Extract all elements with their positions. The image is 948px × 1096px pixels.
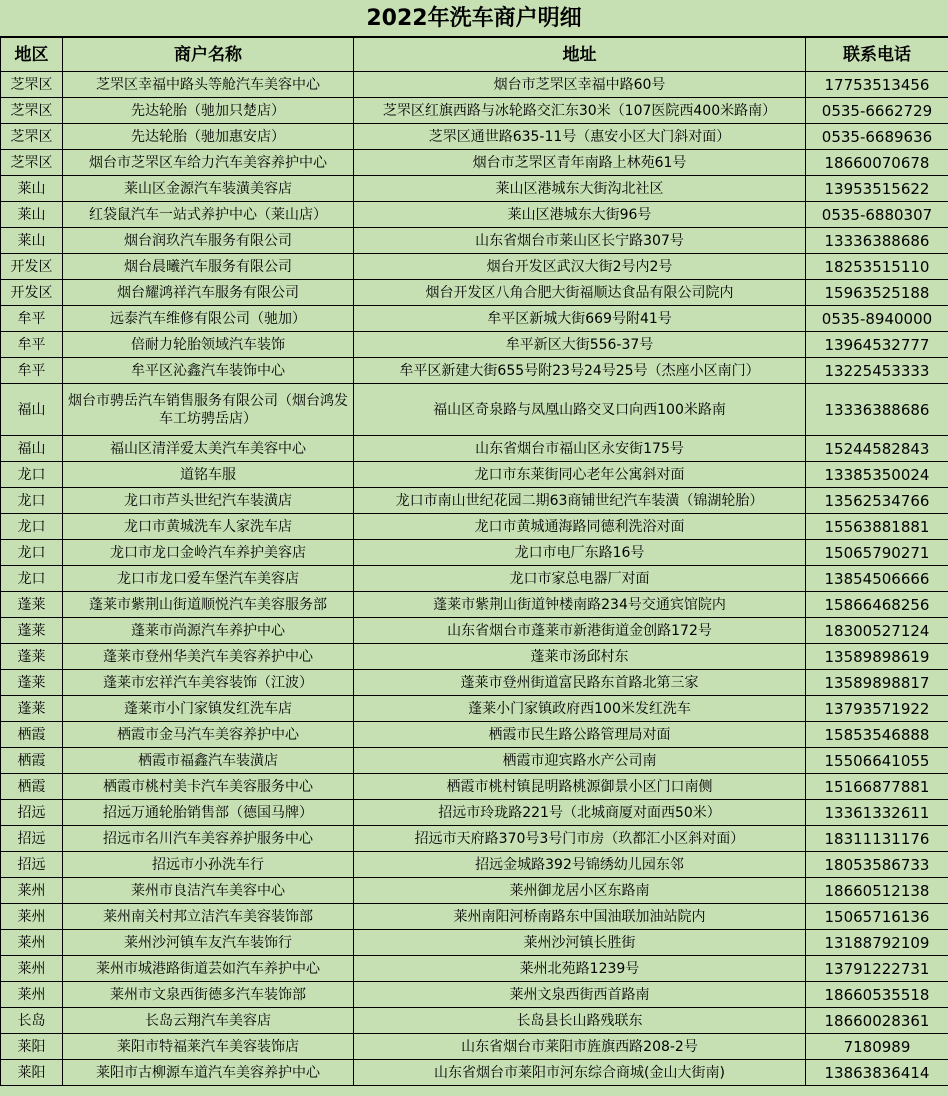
cell-region: 蓬莱 [1, 670, 63, 696]
cell-address: 蓬莱市登州街道富民路东首路北第三家 [354, 670, 806, 696]
cell-merchant-name: 招远市名川汽车美容养护服务中心 [63, 826, 354, 852]
cell-address: 芝罘区红旗西路与冰轮路交汇东30米（107医院西400米路南） [354, 98, 806, 124]
table-row [1, 774, 948, 800]
cell-merchant-name: 烟台耀鸿祥汽车服务有限公司 [63, 280, 354, 306]
cell-region: 龙口 [1, 566, 63, 592]
cell-phone: 0535-6689636 [806, 124, 948, 150]
cell-address: 龙口市南山世纪花园二期63商铺世纪汽车装潢（锦湖轮胎） [354, 488, 806, 514]
table-row [1, 748, 948, 774]
cell-region: 龙口 [1, 540, 63, 566]
cell-merchant-name: 莱州沙河镇车友汽车装饰行 [63, 930, 354, 956]
cell-phone: 13854506666 [806, 566, 948, 592]
cell-phone: 13361332611 [806, 800, 948, 826]
table-row [1, 436, 948, 462]
cell-address: 山东省烟台市莱阳市旌旗西路208-2号 [354, 1034, 806, 1060]
cell-region: 芝罘区 [1, 150, 63, 176]
cell-address: 莱山区港城东大街沟北社区 [354, 176, 806, 202]
table-row [1, 1008, 948, 1034]
table-row [1, 696, 948, 722]
cell-region: 开发区 [1, 280, 63, 306]
cell-phone: 13336388686 [806, 384, 948, 436]
cell-phone: 0535-6662729 [806, 98, 948, 124]
cell-region: 招远 [1, 800, 63, 826]
cell-phone: 15866468256 [806, 592, 948, 618]
cell-merchant-name: 先达轮胎（驰加惠安店） [63, 124, 354, 150]
table-row [1, 384, 948, 436]
cell-merchant-name: 栖霞市桃村美卡汽车美容服务中心 [63, 774, 354, 800]
table-row [1, 124, 948, 150]
cell-address: 栖霞市民生路公路管理局对面 [354, 722, 806, 748]
cell-region: 牟平 [1, 306, 63, 332]
cell-phone: 15506641055 [806, 748, 948, 774]
table-row [1, 904, 948, 930]
table-row [1, 462, 948, 488]
table-row [1, 826, 948, 852]
table-row [1, 930, 948, 956]
table-row [1, 956, 948, 982]
cell-address: 长岛县长山路残联东 [354, 1008, 806, 1034]
cell-region: 龙口 [1, 488, 63, 514]
cell-region: 开发区 [1, 254, 63, 280]
cell-region: 莱州 [1, 956, 63, 982]
cell-merchant-name: 先达轮胎（驰加只楚店） [63, 98, 354, 124]
cell-region: 栖霞 [1, 722, 63, 748]
cell-merchant-name: 莱阳市古柳源车道汽车美容养护中心 [63, 1060, 354, 1086]
cell-address: 莱州北苑路1239号 [354, 956, 806, 982]
table-row [1, 540, 948, 566]
cell-address: 招远市天府路370号3号门市房（玖都汇小区斜对面） [354, 826, 806, 852]
cell-address: 栖霞市桃村镇昆明路桃源御景小区门口南侧 [354, 774, 806, 800]
cell-address: 龙口市东莱街同心老年公寓斜对面 [354, 462, 806, 488]
cell-address: 烟台开发区武汉大街2号内2号 [354, 254, 806, 280]
cell-phone: 15244582843 [806, 436, 948, 462]
cell-address: 莱州南阳河桥南路东中国油联加油站院内 [354, 904, 806, 930]
cell-merchant-name: 栖霞市福鑫汽车装潢店 [63, 748, 354, 774]
cell-address: 烟台市芝罘区幸福中路60号 [354, 72, 806, 98]
cell-address: 莱州文泉西街西首路南 [354, 982, 806, 1008]
cell-merchant-name: 龙口市龙口金岭汽车养护美容店 [63, 540, 354, 566]
cell-merchant-name: 栖霞市金马汽车美容养护中心 [63, 722, 354, 748]
cell-merchant-name: 莱山区金源汽车装潢美容店 [63, 176, 354, 202]
table-row [1, 722, 948, 748]
cell-phone: 15166877881 [806, 774, 948, 800]
cell-merchant-name: 莱州市良洁汽车美容中心 [63, 878, 354, 904]
header-merchant-name: 商户名称 [63, 38, 354, 72]
cell-merchant-name: 红袋鼠汽车一站式养护中心（莱山店） [63, 202, 354, 228]
cell-region: 芝罘区 [1, 124, 63, 150]
cell-region: 蓬莱 [1, 644, 63, 670]
cell-address: 蓬莱小门家镇政府西100米发红洗车 [354, 696, 806, 722]
cell-merchant-name: 道铭车服 [63, 462, 354, 488]
cell-phone: 15065790271 [806, 540, 948, 566]
cell-region: 芝罘区 [1, 98, 63, 124]
cell-phone: 13336388686 [806, 228, 948, 254]
cell-merchant-name: 长岛云翔汽车美容店 [63, 1008, 354, 1034]
cell-merchant-name: 芝罘区幸福中路头等舱汽车美容中心 [63, 72, 354, 98]
cell-merchant-name: 牟平区沁鑫汽车装饰中心 [63, 358, 354, 384]
cell-merchant-name: 龙口市芦头世纪汽车装潢店 [63, 488, 354, 514]
cell-region: 栖霞 [1, 748, 63, 774]
cell-region: 蓬莱 [1, 618, 63, 644]
header-address: 地址 [354, 38, 806, 72]
cell-merchant-name: 烟台市骋岳汽车销售服务有限公司（烟台鸿发车工坊骋岳店） [63, 384, 354, 436]
cell-phone: 0535-6880307 [806, 202, 948, 228]
table-row [1, 1034, 948, 1060]
table-row [1, 514, 948, 540]
cell-merchant-name: 蓬莱市紫荆山街道顺悦汽车美容服务部 [63, 592, 354, 618]
cell-address: 莱州沙河镇长胜街 [354, 930, 806, 956]
cell-phone: 18660028361 [806, 1008, 948, 1034]
cell-region: 莱州 [1, 982, 63, 1008]
cell-phone: 18660070678 [806, 150, 948, 176]
cell-address: 招远金城路392号锦绣幼儿园东邻 [354, 852, 806, 878]
cell-phone: 0535-8940000 [806, 306, 948, 332]
cell-merchant-name: 蓬莱市小门家镇发红洗车店 [63, 696, 354, 722]
cell-region: 栖霞 [1, 774, 63, 800]
cell-address: 芝罘区通世路635-11号（惠安小区大门斜对面） [354, 124, 806, 150]
cell-phone: 18053586733 [806, 852, 948, 878]
table-body [1, 72, 948, 1086]
cell-merchant-name: 烟台润玖汽车服务有限公司 [63, 228, 354, 254]
cell-region: 龙口 [1, 514, 63, 540]
cell-merchant-name: 烟台晨曦汽车服务有限公司 [63, 254, 354, 280]
cell-merchant-name: 蓬莱市登州华美汽车美容养护中心 [63, 644, 354, 670]
cell-address: 烟台开发区八角合肥大街福顺达食品有限公司院内 [354, 280, 806, 306]
table-row [1, 592, 948, 618]
merchant-table [0, 37, 948, 1086]
cell-region: 牟平 [1, 332, 63, 358]
cell-phone: 13385350024 [806, 462, 948, 488]
cell-region: 莱阳 [1, 1060, 63, 1086]
table-row [1, 228, 948, 254]
cell-phone: 13225453333 [806, 358, 948, 384]
cell-merchant-name: 莱州南关村邦立洁汽车美容装饰部 [63, 904, 354, 930]
cell-region: 招远 [1, 826, 63, 852]
table-row [1, 150, 948, 176]
table-row [1, 800, 948, 826]
table-row [1, 72, 948, 98]
cell-phone: 13964532777 [806, 332, 948, 358]
table-row [1, 176, 948, 202]
cell-region: 莱阳 [1, 1034, 63, 1060]
cell-address: 莱山区港城东大街96号 [354, 202, 806, 228]
cell-merchant-name: 莱州市城港路街道芸如汽车养护中心 [63, 956, 354, 982]
cell-region: 芝罘区 [1, 72, 63, 98]
cell-merchant-name: 蓬莱市宏祥汽车美容装饰（江波） [63, 670, 354, 696]
table-row [1, 98, 948, 124]
cell-address: 龙口市黄城通海路同德利洗浴对面 [354, 514, 806, 540]
table-row [1, 254, 948, 280]
cell-phone: 13188792109 [806, 930, 948, 956]
cell-address: 山东省烟台市福山区永安街175号 [354, 436, 806, 462]
cell-region: 莱州 [1, 878, 63, 904]
table-row [1, 878, 948, 904]
table-row [1, 332, 948, 358]
cell-region: 莱山 [1, 228, 63, 254]
table-row [1, 306, 948, 332]
cell-region: 福山 [1, 384, 63, 436]
cell-region: 长岛 [1, 1008, 63, 1034]
cell-phone: 13589898619 [806, 644, 948, 670]
cell-phone: 13791222731 [806, 956, 948, 982]
cell-merchant-name: 蓬莱市尚源汽车养护中心 [63, 618, 354, 644]
cell-phone: 17753513456 [806, 72, 948, 98]
table-row [1, 1060, 948, 1086]
cell-phone: 13953515622 [806, 176, 948, 202]
cell-region: 龙口 [1, 462, 63, 488]
cell-phone: 18311131176 [806, 826, 948, 852]
cell-address: 栖霞市迎宾路水产公司南 [354, 748, 806, 774]
table-row [1, 488, 948, 514]
cell-merchant-name: 招远万通轮胎销售部（德国马牌） [63, 800, 354, 826]
cell-phone: 13562534766 [806, 488, 948, 514]
cell-phone: 13589898817 [806, 670, 948, 696]
table-row [1, 566, 948, 592]
cell-address: 龙口市电厂东路16号 [354, 540, 806, 566]
cell-region: 莱州 [1, 904, 63, 930]
cell-region: 招远 [1, 852, 63, 878]
cell-phone: 18660512138 [806, 878, 948, 904]
cell-address: 牟平区新城大街669号附41号 [354, 306, 806, 332]
cell-region: 牟平 [1, 358, 63, 384]
cell-region: 蓬莱 [1, 592, 63, 618]
cell-phone: 15563881881 [806, 514, 948, 540]
header-row [1, 38, 948, 72]
cell-address: 龙口市家总电器厂对面 [354, 566, 806, 592]
cell-address: 福山区奇泉路与凤凰山路交叉口向西100米路南 [354, 384, 806, 436]
header-region: 地区 [1, 38, 63, 72]
cell-address: 山东省烟台市莱山区长宁路307号 [354, 228, 806, 254]
cell-region: 莱山 [1, 202, 63, 228]
cell-address: 牟平新区大街556-37号 [354, 332, 806, 358]
cell-address: 招远市玲珑路221号（北城商厦对面西50米） [354, 800, 806, 826]
cell-merchant-name: 龙口市龙口爱车堡汽车美容店 [63, 566, 354, 592]
cell-address: 蓬莱市汤邱村东 [354, 644, 806, 670]
cell-merchant-name: 龙口市黄城洗车人家洗车店 [63, 514, 354, 540]
table-row [1, 618, 948, 644]
cell-phone: 13793571922 [806, 696, 948, 722]
cell-phone: 18253515110 [806, 254, 948, 280]
cell-region: 福山 [1, 436, 63, 462]
table-row [1, 982, 948, 1008]
cell-phone: 15853546888 [806, 722, 948, 748]
cell-merchant-name: 莱阳市特福莱汽车美容装饰店 [63, 1034, 354, 1060]
cell-address: 蓬莱市紫荆山街道钟楼南路234号交通宾馆院内 [354, 592, 806, 618]
header-phone: 联系电话 [806, 38, 948, 72]
cell-region: 莱州 [1, 930, 63, 956]
cell-merchant-name: 烟台市芝罘区车给力汽车美容养护中心 [63, 150, 354, 176]
cell-region: 莱山 [1, 176, 63, 202]
cell-address: 山东省烟台市蓬莱市新港街道金创路172号 [354, 618, 806, 644]
cell-merchant-name: 远泰汽车维修有限公司（驰加） [63, 306, 354, 332]
cell-phone: 18300527124 [806, 618, 948, 644]
cell-region: 蓬莱 [1, 696, 63, 722]
cell-merchant-name: 莱州市文泉西街德多汽车装饰部 [63, 982, 354, 1008]
cell-phone: 15963525188 [806, 280, 948, 306]
cell-address: 烟台市芝罘区青年南路上林苑61号 [354, 150, 806, 176]
table-row [1, 358, 948, 384]
cell-merchant-name: 倍耐力轮胎领域汽车装饰 [63, 332, 354, 358]
cell-address: 牟平区新建大街655号附23号24号25号（杰座小区南门） [354, 358, 806, 384]
cell-phone: 15065716136 [806, 904, 948, 930]
table-row [1, 280, 948, 306]
cell-phone: 18660535518 [806, 982, 948, 1008]
table-row [1, 644, 948, 670]
table-row [1, 852, 948, 878]
cell-phone: 13863836414 [806, 1060, 948, 1086]
cell-phone: 7180989 [806, 1034, 948, 1060]
cell-address: 莱州御龙居小区东路南 [354, 878, 806, 904]
table-row [1, 202, 948, 228]
table-row [1, 670, 948, 696]
cell-merchant-name: 福山区清洋爱太美汽车美容中心 [63, 436, 354, 462]
cell-address: 山东省烟台市莱阳市河东综合商城(金山大街南) [354, 1060, 806, 1086]
sheet-title: 2022年洗车商户明细 [0, 0, 948, 37]
cell-merchant-name: 招远市小孙洗车行 [63, 852, 354, 878]
